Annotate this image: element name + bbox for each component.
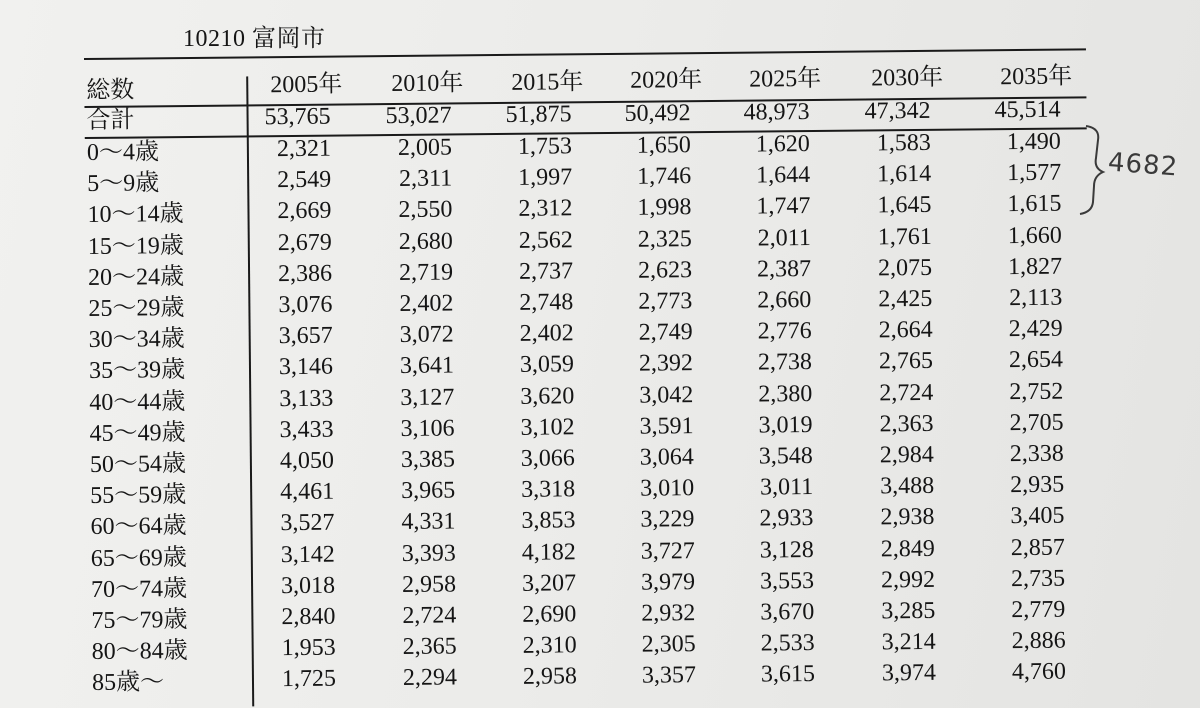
- age-label: 40～44歳: [89, 388, 186, 416]
- table-cell: 2,562: [518, 226, 573, 254]
- table-cell: 1,583: [876, 129, 931, 157]
- table-cell: 2,773: [638, 288, 693, 315]
- table-cell: 2,664: [878, 317, 933, 344]
- table-cell: 4,331: [401, 508, 456, 536]
- table-cell: 2,690: [522, 601, 577, 628]
- table-cell: 3,018: [280, 572, 336, 599]
- table-cell: 3,553: [759, 567, 815, 595]
- total-cell: 53,765: [264, 103, 331, 131]
- table-cell: 2,429: [1008, 315, 1063, 343]
- total-cell: 48,973: [743, 99, 810, 126]
- table-cell: 2,933: [759, 505, 814, 532]
- table-cell: 3,641: [399, 352, 455, 380]
- total-cell: 45,514: [994, 96, 1061, 124]
- table-cell: 2,550: [398, 196, 453, 224]
- table-cell: 2,748: [519, 289, 574, 316]
- table-cell: 3,591: [639, 412, 694, 440]
- table-cell: 1,761: [877, 223, 932, 250]
- table-cell: 1,577: [1007, 159, 1062, 187]
- table-cell: 2,737: [518, 258, 574, 285]
- total-cell: 51,875: [505, 101, 572, 128]
- table-cell: 4,461: [280, 478, 335, 506]
- table-cell: 2,654: [1008, 347, 1064, 374]
- table-cell: 3,405: [1010, 503, 1065, 530]
- table-cell: 2,113: [1009, 284, 1063, 312]
- age-label: 35～39歳: [88, 357, 186, 385]
- table-cell: 3,285: [881, 597, 936, 625]
- header-label: 総数: [86, 77, 135, 104]
- age-label: 55～59歳: [90, 482, 187, 510]
- table-cell: 2,311: [398, 165, 453, 193]
- table-cell: 1,747: [756, 193, 811, 220]
- table-cell: 3,010: [640, 475, 695, 502]
- year-header: 2025年: [749, 66, 822, 93]
- table-cell: 1,615: [1007, 191, 1062, 218]
- table-cell: 2,738: [757, 349, 813, 376]
- table-cell: 4,050: [279, 447, 335, 475]
- table-cell: 1,997: [518, 164, 573, 192]
- age-label: 45～49歳: [89, 419, 186, 447]
- total-cell: 53,027: [385, 102, 452, 130]
- year-header: 2035年: [1000, 63, 1073, 91]
- table-cell: 3,229: [640, 506, 695, 534]
- table-cell: 2,735: [1010, 565, 1066, 592]
- table-cell: 2,984: [879, 441, 934, 469]
- table-cell: 1,620: [755, 131, 810, 158]
- table-cell: 2,386: [277, 260, 333, 287]
- table-cell: 1,645: [877, 192, 932, 219]
- table-cell: 3,527: [280, 510, 335, 537]
- age-label: 10～14歳: [87, 201, 184, 229]
- table-cell: 1,614: [877, 161, 932, 188]
- table-cell: 2,011: [757, 224, 811, 252]
- age-label: 30～34歳: [88, 326, 185, 354]
- table-cell: 2,363: [879, 410, 934, 438]
- table-cell: 2,312: [518, 195, 573, 223]
- table-cell: 2,075: [877, 254, 933, 282]
- table-cell: 2,325: [637, 225, 692, 253]
- table-cell: 2,958: [522, 663, 578, 691]
- table-cell: 3,059: [519, 351, 575, 379]
- table-cell: 2,402: [519, 320, 574, 348]
- table-cell: 1,753: [517, 133, 572, 160]
- table-cell: 2,005: [397, 134, 453, 161]
- table-cell: 3,979: [640, 568, 696, 596]
- age-label: 15～19歳: [87, 232, 184, 260]
- total-cell: 50,492: [624, 100, 691, 127]
- table-cell: 2,992: [880, 566, 936, 594]
- table-cell: 3,127: [400, 384, 455, 411]
- table-cell: 3,142: [280, 541, 335, 568]
- table-cell: 1,998: [637, 194, 692, 222]
- table-cell: 2,425: [878, 285, 933, 313]
- table-cell: 2,660: [757, 287, 812, 314]
- table-cell: 2,549: [277, 166, 332, 194]
- age-label: 80～84歳: [91, 638, 188, 666]
- year-header: 2015年: [511, 68, 584, 96]
- age-label: 25～29歳: [88, 295, 185, 322]
- table-cell: 3,072: [399, 321, 454, 349]
- table-cell: 2,724: [402, 602, 457, 629]
- table-cell: 4,182: [521, 538, 576, 566]
- age-label: 85歳～: [91, 669, 165, 697]
- age-label: 65～69歳: [90, 544, 187, 572]
- table-cell: 2,310: [522, 632, 577, 660]
- table-cell: 3,670: [760, 599, 815, 626]
- table-cell: 1,827: [1007, 253, 1063, 280]
- table-cell: 2,387: [756, 255, 812, 283]
- table-cell: 3,548: [758, 443, 813, 470]
- table-cell: 3,965: [401, 477, 456, 505]
- table-cell: 1,660: [1007, 222, 1062, 249]
- table-cell: 2,935: [1010, 471, 1065, 499]
- age-label: 60～64歳: [90, 513, 187, 541]
- table-cell: 3,853: [521, 507, 576, 535]
- table-cell: 3,011: [759, 474, 814, 501]
- table-cell: 2,776: [757, 318, 812, 345]
- table-cell: 2,669: [277, 198, 332, 225]
- table-cell: 3,615: [760, 661, 816, 688]
- population-table: [84, 48, 1092, 708]
- table-cell: 3,042: [639, 381, 694, 409]
- table-cell: 2,849: [880, 535, 935, 562]
- table-cell: 2,338: [1009, 440, 1064, 468]
- total-cell: 47,342: [864, 97, 931, 125]
- table-cell: 2,958: [401, 571, 457, 598]
- year-header: 2030年: [871, 64, 944, 92]
- age-label: 50～54歳: [89, 451, 187, 478]
- table-cell: 3,385: [400, 446, 455, 473]
- age-label: 0～4歳: [86, 139, 160, 166]
- table-cell: 3,133: [279, 385, 334, 412]
- document-title: 10210 富岡市: [183, 26, 326, 52]
- table-cell: 2,392: [638, 350, 694, 378]
- table-cell: 3,657: [278, 322, 333, 350]
- table-cell: 2,752: [1009, 378, 1064, 405]
- table-cell: 1,650: [636, 132, 691, 159]
- table-cell: 2,932: [641, 600, 696, 627]
- year-header: 2005年: [270, 71, 343, 99]
- table-cell: 2,294: [402, 664, 458, 692]
- table-cell: 3,433: [279, 416, 334, 443]
- table-cell: 3,488: [880, 473, 935, 500]
- table-cell: 2,749: [638, 319, 693, 346]
- table-cell: 3,727: [640, 537, 695, 565]
- table-cell: 3,974: [881, 660, 937, 687]
- year-header: 2010年: [391, 70, 464, 97]
- table-cell: 1,644: [756, 162, 811, 189]
- table-cell: 2,840: [281, 603, 336, 631]
- table-cell: 3,357: [641, 662, 697, 690]
- table-cell: 2,365: [402, 633, 457, 661]
- table-cell: 1,725: [281, 666, 337, 693]
- table-cell: 1,490: [1006, 128, 1061, 156]
- total-label: 合計: [86, 107, 135, 134]
- table-cell: 2,380: [758, 380, 813, 408]
- table-cell: 2,533: [760, 630, 815, 657]
- age-label: 5～9歳: [87, 170, 160, 198]
- table-cell: 3,393: [401, 540, 456, 567]
- table-cell: 2,305: [641, 631, 696, 658]
- table-cell: 3,214: [881, 629, 936, 656]
- handwritten-note: 4682: [1107, 147, 1180, 183]
- table-cell: 3,620: [520, 382, 575, 410]
- age-label: 70～74歳: [90, 575, 188, 603]
- table-cell: 3,066: [520, 445, 575, 472]
- table-cell: 3,064: [639, 444, 694, 471]
- table-cell: 4,760: [1011, 658, 1067, 686]
- table-cell: 3,076: [278, 291, 333, 319]
- table-cell: 3,146: [278, 354, 334, 381]
- age-label: 20～24歳: [87, 263, 185, 291]
- table-cell: 2,886: [1011, 627, 1066, 655]
- table-cell: 3,318: [521, 476, 576, 504]
- table-cell: 1,746: [637, 163, 692, 190]
- table-cell: 3,106: [400, 415, 455, 442]
- age-label: 75～79歳: [91, 607, 188, 634]
- table-cell: 3,207: [521, 570, 577, 597]
- table-cell: 1,953: [281, 634, 336, 662]
- table-cell: 2,857: [1010, 534, 1065, 561]
- table-cell: 3,019: [758, 411, 813, 439]
- table-cell: 2,321: [276, 135, 332, 163]
- table-cell: 2,623: [637, 256, 693, 284]
- table-cell: 2,765: [878, 348, 934, 375]
- table-cell: 2,679: [277, 229, 332, 256]
- table-cell: 2,779: [1011, 596, 1066, 624]
- year-header: 2020年: [630, 67, 703, 95]
- table-cell: 3,102: [520, 414, 575, 441]
- table-cell: 2,402: [399, 290, 454, 317]
- table-cell: 2,724: [879, 379, 934, 406]
- table-cell: 2,680: [398, 228, 453, 255]
- table-cell: 2,719: [398, 259, 454, 286]
- table-cell: 2,938: [880, 504, 935, 531]
- table-cell: 2,705: [1009, 409, 1064, 436]
- table-cell: 3,128: [759, 536, 814, 564]
